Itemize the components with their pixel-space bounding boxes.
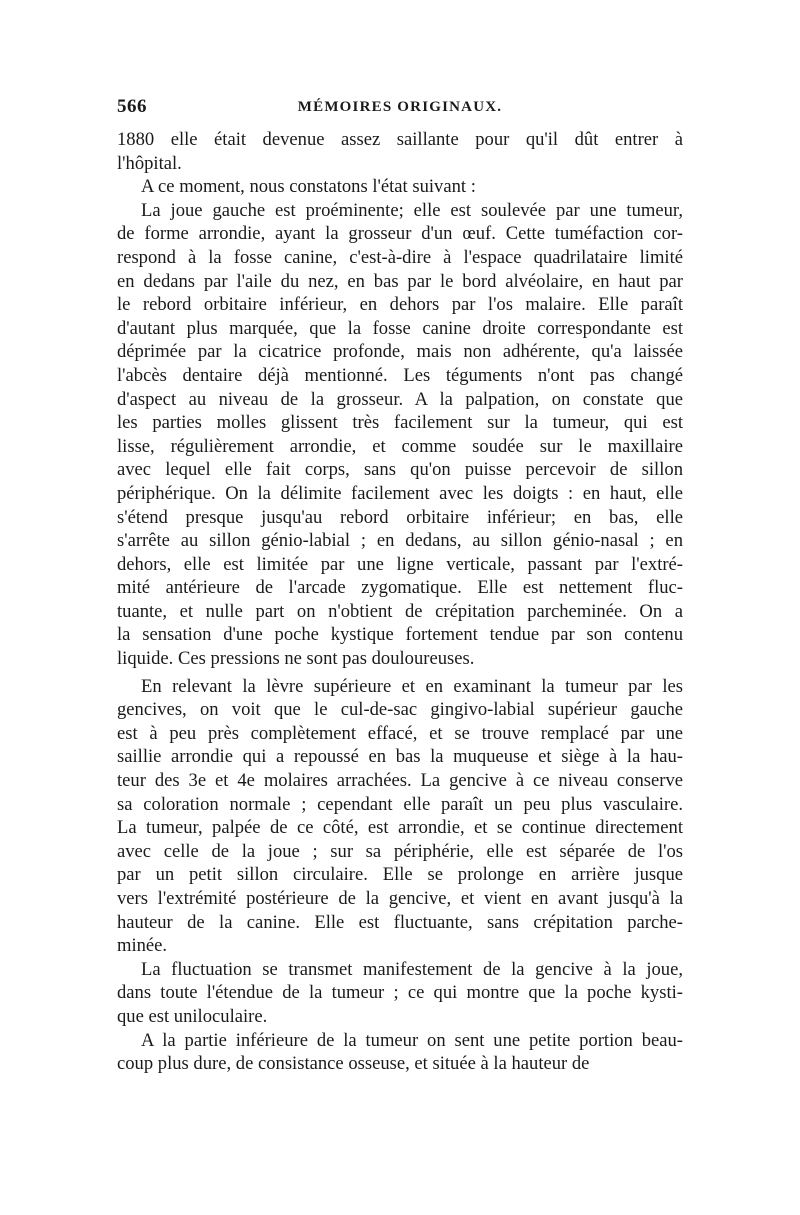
- paragraph: [117, 1029, 683, 1076]
- body-text: [117, 128, 683, 1076]
- text-line: d'autant plus marquée, que la fosse canine droite correspondante est: [117, 317, 683, 339]
- paragraph: [117, 958, 683, 1029]
- text-line: gencives, on voit que le cul-de-sac gingivo-labial supérieur gauche: [117, 699, 683, 721]
- text-line: en dedans par l'aile du nez, en bas par le bord alvéolaire, en haut par: [117, 270, 683, 292]
- text-line: les parties molles glissent très facilement sur la tumeur, qui est: [117, 412, 683, 434]
- text-line: l'abcès dentaire déjà mentionné. Les téguments n'ont pas changé: [117, 364, 683, 386]
- text-line: tuante, et nulle part on n'obtient de crépitation parcheminée. On a: [117, 600, 683, 622]
- paragraph: [117, 128, 683, 175]
- text-line: la sensation d'une poche kystique fortement tendue par son contenu: [117, 624, 683, 646]
- text-line: A la partie inférieure de la tumeur on sent une petite portion beau-: [141, 1029, 683, 1051]
- text-line: hauteur de la canine. Elle est fluctuante, sans crépitation parche-: [117, 911, 683, 933]
- text-line: La fluctuation se transmet manifestement de la gencive à la joue,: [141, 958, 683, 980]
- text-line: avec lequel elle fait corps, sans qu'on puisse percevoir de sillon: [117, 459, 683, 481]
- text-line: saillie arrondie qui a repoussé en bas la muqueuse et siège à la hau-: [117, 746, 683, 768]
- book-page: [117, 96, 683, 1076]
- text-line: vers l'extrémité postérieure de la gencive, et vient en avant jusqu'à la: [117, 888, 683, 909]
- text-line: La tumeur, palpée de ce côté, est arrondie, et se continue directement: [117, 817, 683, 839]
- text-line: mité antérieure de l'arcade zygomatique. Elle est nettement fluc-: [117, 577, 683, 599]
- text-line: En relevant la lèvre supérieure et en examinant la tumeur par les: [141, 675, 683, 697]
- text-line: La joue gauche est proéminente; elle est soulevée par une tumeur,: [141, 199, 683, 221]
- running-title: MÉMOIRES ORIGINAUX.: [297, 99, 503, 115]
- text-line: que est uniloculaire.: [117, 1005, 268, 1027]
- text-line: dans toute l'étendue de la tumeur ; ce qui montre que la poche kysti-: [117, 982, 683, 1004]
- paragraph: [117, 199, 683, 671]
- text-line: périphérique. On la délimite facilement avec les doigts : en haut, elle: [117, 482, 683, 504]
- text-line: dehors, elle est limitée par une ligne verticale, passant par l'extré-: [117, 553, 683, 575]
- text-line: sa coloration normale ; cependant elle paraît un peu plus vasculaire.: [117, 793, 683, 815]
- page-number: 566: [117, 96, 147, 117]
- paragraph: [117, 175, 683, 199]
- text-line: s'étend presque jusqu'au rebord orbitaire inférieur; en bas, elle: [117, 506, 683, 528]
- text-line: s'arrête au sillon génio-labial ; en dedans, au sillon génio-nasal ; en: [117, 530, 683, 552]
- text-line: liquide. Ces pressions ne sont pas douloureuses.: [117, 648, 475, 670]
- text-line: respond à la fosse canine, c'est-à-dire à l'espace quadrilataire limité: [117, 246, 683, 268]
- text-line: de forme arrondie, ayant la grosseur d'un œuf. Cette tuméfaction cor-: [117, 223, 683, 245]
- text-line: est à peu près complètement effacé, et se trouve remplacé par une: [117, 722, 683, 744]
- text-line: lisse, régulièrement arrondie, et comme soudée sur le maxillaire: [117, 435, 683, 457]
- text-line: 1880 elle était devenue assez saillante pour qu'il dût entrer à: [117, 129, 683, 150]
- text-line: par un petit sillon circulaire. Elle se prolonge en arrière jusque: [117, 864, 683, 886]
- text-line: teur des 3e et 4e molaires arrachées. La gencive à ce niveau conserve: [117, 770, 683, 792]
- text-line: minée.: [117, 935, 168, 957]
- text-line: l'hôpital.: [117, 152, 182, 174]
- text-line: déprimée par la cicatrice profonde, mais non adhérente, qu'a laissée: [117, 341, 683, 363]
- text-line: d'aspect au niveau de la grosseur. A la palpation, on constate que: [117, 388, 683, 410]
- text-line: le rebord orbitaire inférieur, en dehors par l'os malaire. Elle paraît: [117, 294, 683, 316]
- text-line: coup plus dure, de consistance osseuse, et située à la hauteur de: [117, 1053, 590, 1075]
- text-line: A ce moment, nous constatons l'état suivant :: [141, 176, 476, 198]
- page-header: [117, 96, 683, 126]
- paragraph: [117, 675, 683, 958]
- text-line: avec celle de la joue ; sur sa périphérie, elle est séparée de l'os: [117, 840, 683, 862]
